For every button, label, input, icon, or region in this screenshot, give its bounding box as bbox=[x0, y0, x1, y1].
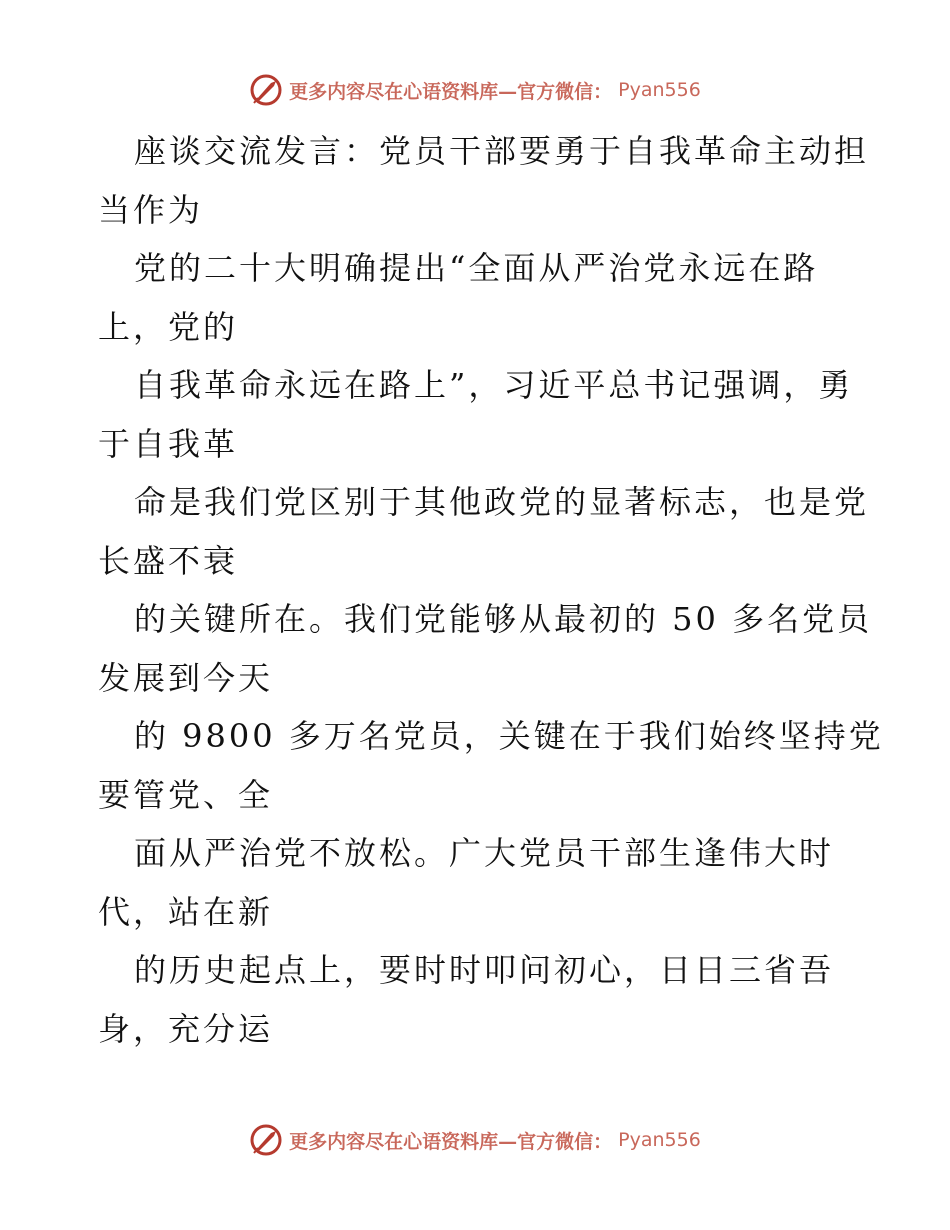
header-banner bbox=[0, 70, 950, 110]
text-line: 党的二十大明确提出“全面从严治党永远在路 bbox=[134, 249, 819, 287]
text-line: 的关键所在。我们党能够从最初的 50 多名党员 bbox=[134, 600, 873, 638]
text-line: 座谈交流发言：党员干部要勇于自我革命主动担 bbox=[134, 132, 870, 170]
document-body bbox=[98, 122, 884, 1058]
text-line: 代，站在新 bbox=[98, 892, 274, 931]
quill-pen-circle-icon bbox=[249, 1123, 283, 1157]
footer-banner bbox=[0, 1120, 950, 1160]
text-line: 上，党的 bbox=[98, 307, 239, 346]
wechat-id: Pyan556 bbox=[618, 1129, 701, 1151]
text-line: 的 9800 多万名党员，关键在于我们始终坚持党 bbox=[134, 717, 884, 755]
quill-pen-circle-icon bbox=[249, 73, 283, 107]
text-line: 长盛不衰 bbox=[98, 541, 239, 580]
text-line: 的历史起点上，要时时叩问初心，日日三省吾 bbox=[134, 951, 835, 989]
wechat-id: Pyan556 bbox=[618, 79, 701, 101]
text-line: 身，充分运 bbox=[98, 1009, 274, 1048]
text-line: 当作为 bbox=[98, 190, 204, 229]
text-line: 于自我革 bbox=[98, 424, 239, 463]
text-line: 面从严治党不放松。广大党员干部生逢伟大时 bbox=[134, 834, 835, 872]
text-line: 自我革命永远在路上”，习近平总书记强调，勇 bbox=[134, 366, 854, 404]
banner-text: 更多内容尽在心语资料库—官方微信： bbox=[289, 1130, 613, 1153]
text-line: 发展到今天 bbox=[98, 658, 274, 697]
banner-text: 更多内容尽在心语资料库—官方微信： bbox=[289, 80, 613, 103]
text-line: 命是我们党区别于其他政党的显著标志，也是党 bbox=[134, 483, 870, 521]
text-line: 要管党、全 bbox=[98, 775, 274, 814]
